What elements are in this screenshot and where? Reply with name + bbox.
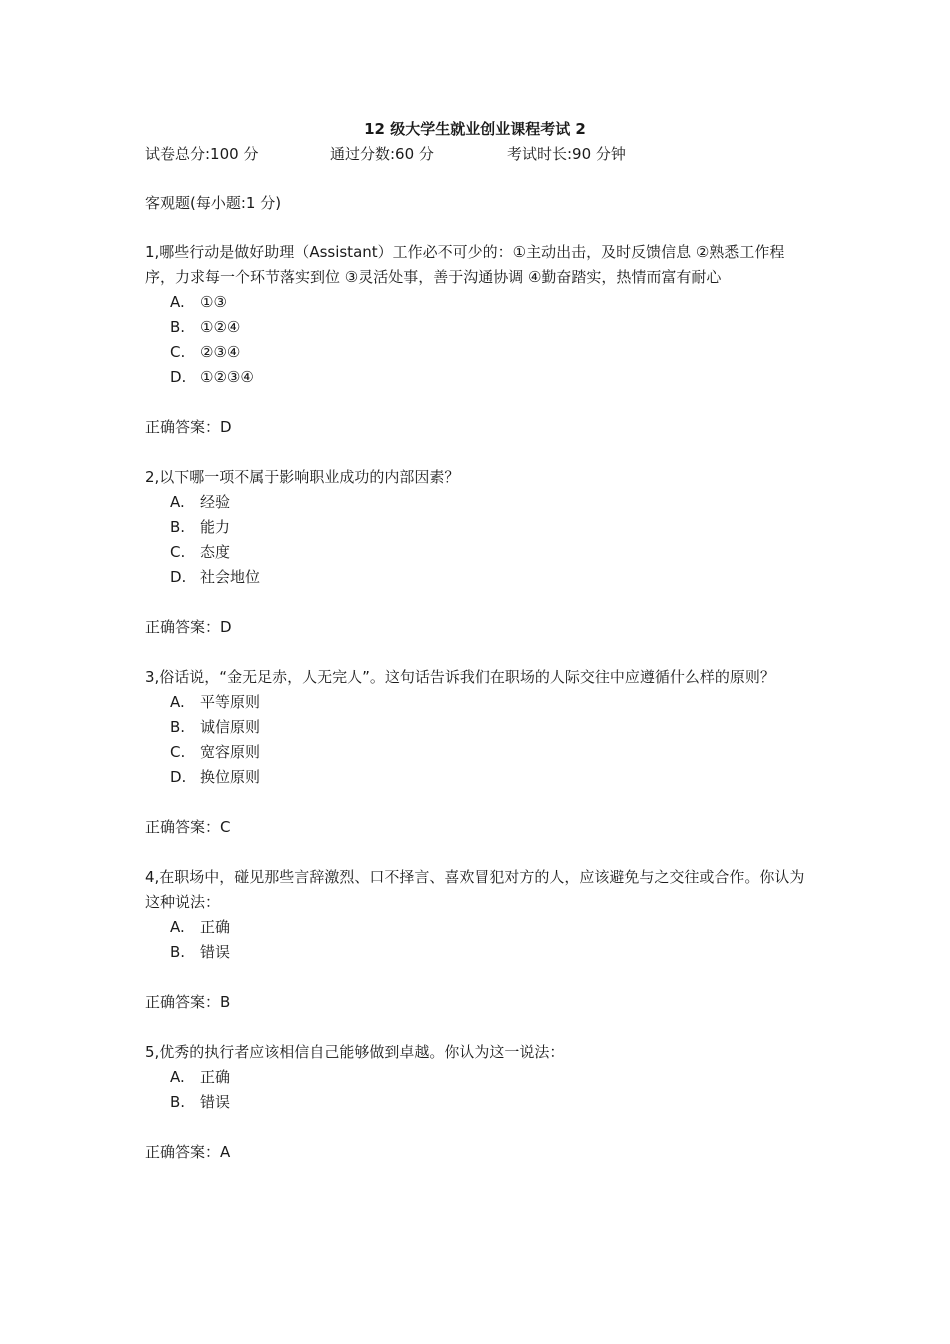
option-item — [145, 765, 810, 790]
option-list — [145, 690, 810, 790]
option-letter: B. — [170, 718, 186, 736]
question-stem: 3,俗话说，“金无足赤，人无完人”。这句话告诉我们在职场的人际交往中应遵循什么样的原则？ — [145, 668, 775, 686]
option-letter: A. — [170, 1068, 185, 1086]
question-stem: 2,以下哪一项不属于影响职业成功的内部因素？ — [145, 468, 460, 486]
option-text: ②③④ — [200, 343, 241, 361]
option-text: ①③ — [200, 293, 227, 311]
option-item — [145, 1090, 810, 1115]
section-heading: 客观题(每小题:1 分) — [145, 194, 282, 212]
question-item — [145, 240, 810, 440]
option-letter: A. — [170, 918, 185, 936]
option-item — [145, 565, 810, 590]
option-letter: B. — [170, 518, 186, 536]
option-text: 宽容原则 — [200, 743, 261, 761]
option-text: 社会地位 — [200, 568, 261, 586]
option-letter: C. — [170, 743, 186, 761]
option-text: ①②③④ — [200, 368, 254, 386]
option-letter: A. — [170, 293, 185, 311]
option-item — [145, 365, 810, 390]
option-item — [145, 1065, 810, 1090]
option-item — [145, 940, 810, 965]
option-list — [145, 290, 810, 390]
option-letter: C. — [170, 543, 186, 561]
option-letter: B. — [170, 318, 186, 336]
option-letter: B. — [170, 943, 186, 961]
option-text: 诚信原则 — [200, 718, 261, 736]
question-item — [145, 665, 810, 840]
option-text: 换位原则 — [200, 768, 261, 786]
question-item — [145, 465, 810, 640]
option-text: 经验 — [200, 493, 231, 511]
option-item — [145, 315, 810, 340]
option-letter: B. — [170, 1093, 186, 1111]
question-stem: 1,哪些行动是做好助理（Assistant）工作必不可少的：①主动出击，及时反馈信息 ②熟悉工作程序，力求每一个环节落实到位 ③灵活处事，善于沟通协调 ④勤奋踏实，热情而富有耐心 — [145, 243, 785, 286]
option-letter: D. — [170, 568, 187, 586]
option-letter: A. — [170, 493, 185, 511]
option-text: 错误 — [200, 943, 231, 961]
option-item — [145, 515, 810, 540]
question-stem: 4,在职场中，碰见那些言辞激烈、口不择言、喜欢冒犯对方的人，应该避免与之交往或合作。你认为这种说法： — [145, 868, 805, 911]
question-item — [145, 1040, 810, 1165]
exam-duration: 考试时长:90 分钟 — [507, 145, 626, 163]
option-text: 错误 — [200, 1093, 231, 1111]
option-item — [145, 290, 810, 315]
option-item — [145, 540, 810, 565]
option-letter: D. — [170, 368, 187, 386]
option-item — [145, 740, 810, 765]
option-text: 平等原则 — [200, 693, 261, 711]
question-item — [145, 865, 810, 1015]
option-list — [145, 915, 810, 965]
total-score: 试卷总分:100 分 — [145, 145, 259, 163]
correct-answer: 正确答案：D — [145, 618, 232, 636]
option-text: 能力 — [200, 518, 231, 536]
option-letter: C. — [170, 343, 186, 361]
correct-answer: 正确答案：B — [145, 993, 231, 1011]
option-list — [145, 490, 810, 590]
correct-answer: 正确答案：C — [145, 818, 231, 836]
option-item — [145, 490, 810, 515]
option-text: 态度 — [200, 543, 231, 561]
option-list — [145, 1065, 810, 1115]
correct-answer: 正确答案：A — [145, 1143, 231, 1161]
question-stem: 5,优秀的执行者应该相信自己能够做到卓越。你认为这一说法： — [145, 1043, 565, 1061]
option-item — [145, 340, 810, 365]
pass-score: 通过分数:60 分 — [330, 145, 434, 163]
option-item — [145, 715, 810, 740]
correct-answer: 正确答案：D — [145, 418, 232, 436]
option-text: 正确 — [200, 1068, 231, 1086]
option-letter: A. — [170, 693, 185, 711]
option-letter: D. — [170, 768, 187, 786]
option-text: 正确 — [200, 918, 231, 936]
option-item — [145, 915, 810, 940]
exam-title: 12 级大学生就业创业课程考试 2 — [364, 120, 586, 138]
option-item — [145, 690, 810, 715]
option-text: ①②④ — [200, 318, 241, 336]
question-list — [145, 240, 810, 1190]
